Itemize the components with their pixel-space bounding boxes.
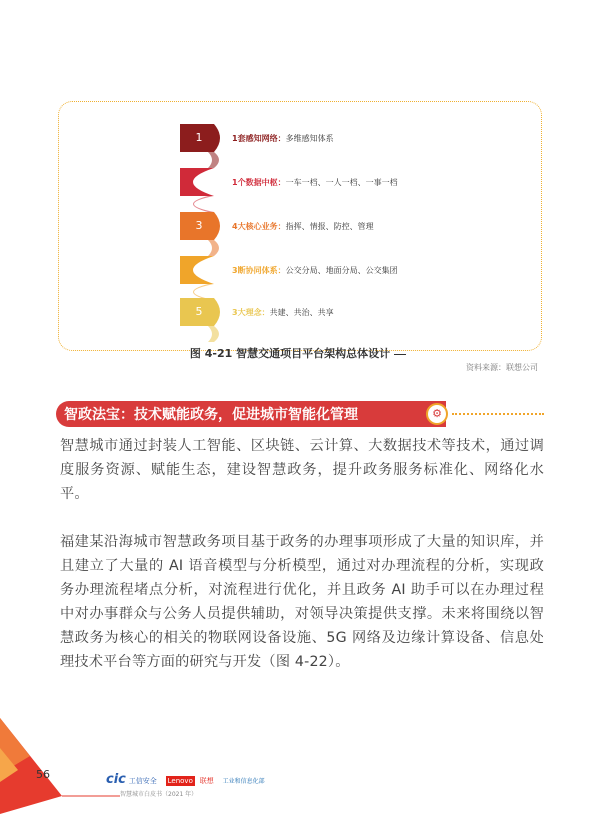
lenovo-logo: Lenovo <box>167 777 193 785</box>
step-head: 4大核心业务： <box>232 222 286 231</box>
cic-logo-text: 工信安全 <box>128 777 157 785</box>
figure-caption: 图 4-21 智慧交通项目平台架构总体设计 <box>0 345 600 361</box>
org-logo: 工业和信息化部 <box>222 778 265 785</box>
step-label-1 <box>232 133 334 144</box>
ribbon-step-2 <box>180 168 225 196</box>
step-label-5 <box>232 307 334 318</box>
footer-logos <box>106 772 265 787</box>
section-title: 智政法宝：技术赋能政务，促进城市智能化管理 <box>64 407 358 423</box>
footer-title: 智慧城市白皮书（2021 年） <box>120 791 198 798</box>
step-head: 3大理念： <box>232 308 270 317</box>
step-text: 公交分局、地面分局、公交集团 <box>285 266 398 275</box>
step-head: 1套感知网络： <box>232 134 286 143</box>
step-text: 多维感知体系 <box>285 134 334 143</box>
step-label-4 <box>232 265 398 276</box>
paragraph-2: 福建某沿海城市智慧政务项目基于政务的办理事项形成了大量的知识库，并且建立了大量的 AI 语音模型与分析模型，通过对办理流程的分析，实现政务办理流程堵点分析，对流程进行优化，并且政务 AI 助手可以在办理过程中对办事群众与公务人员提供辅助，对领导决策提供支撑。未来将围绕以智慧政务为核心的相关的物联网设备设施、5G 网络及边缘计算设备、信息处理技术平台等方面的研究与开发（图 4-22）。 <box>60 534 544 670</box>
step-head: 3断协同体系： <box>232 266 286 275</box>
paragraph-1: 智慧城市通过封装人工智能、区块链、云计算、大数据技术等技术，通过调度服务资源、赋能生态，建设智慧政务，提升政务服务标准化、网络化水平。 <box>60 438 544 502</box>
step-text: 一车一档、一人一档、一事一档 <box>285 178 398 187</box>
cic-logo: cic <box>106 772 126 787</box>
step-label-3 <box>232 221 374 232</box>
lenovo-logo-cn: 联想 <box>199 777 214 785</box>
caption-dash <box>394 354 406 355</box>
corner-decoration <box>0 718 120 814</box>
ribbon-step-4 <box>180 256 225 284</box>
step-number: 4 <box>195 263 203 276</box>
page-number: 56 <box>36 768 50 781</box>
section-header <box>56 401 446 427</box>
step-head: 1个数据中枢： <box>232 178 286 187</box>
figure-source: 资料来源：联想公司 <box>466 363 538 372</box>
ribbon-step-5 <box>180 298 225 326</box>
step-text: 共建、共治、共享 <box>269 308 334 317</box>
ribbon-step-1 <box>180 124 225 152</box>
step-number: 1 <box>195 131 203 144</box>
gear-icon: ⚙ <box>426 403 448 425</box>
ribbon-step-3 <box>180 212 225 240</box>
step-number: 5 <box>195 305 203 318</box>
step-number: 2 <box>195 175 203 188</box>
step-number: 3 <box>195 219 203 232</box>
dotted-divider <box>452 413 544 415</box>
step-text: 指挥、情报、防控、管理 <box>285 222 374 231</box>
step-label-2 <box>232 177 398 188</box>
